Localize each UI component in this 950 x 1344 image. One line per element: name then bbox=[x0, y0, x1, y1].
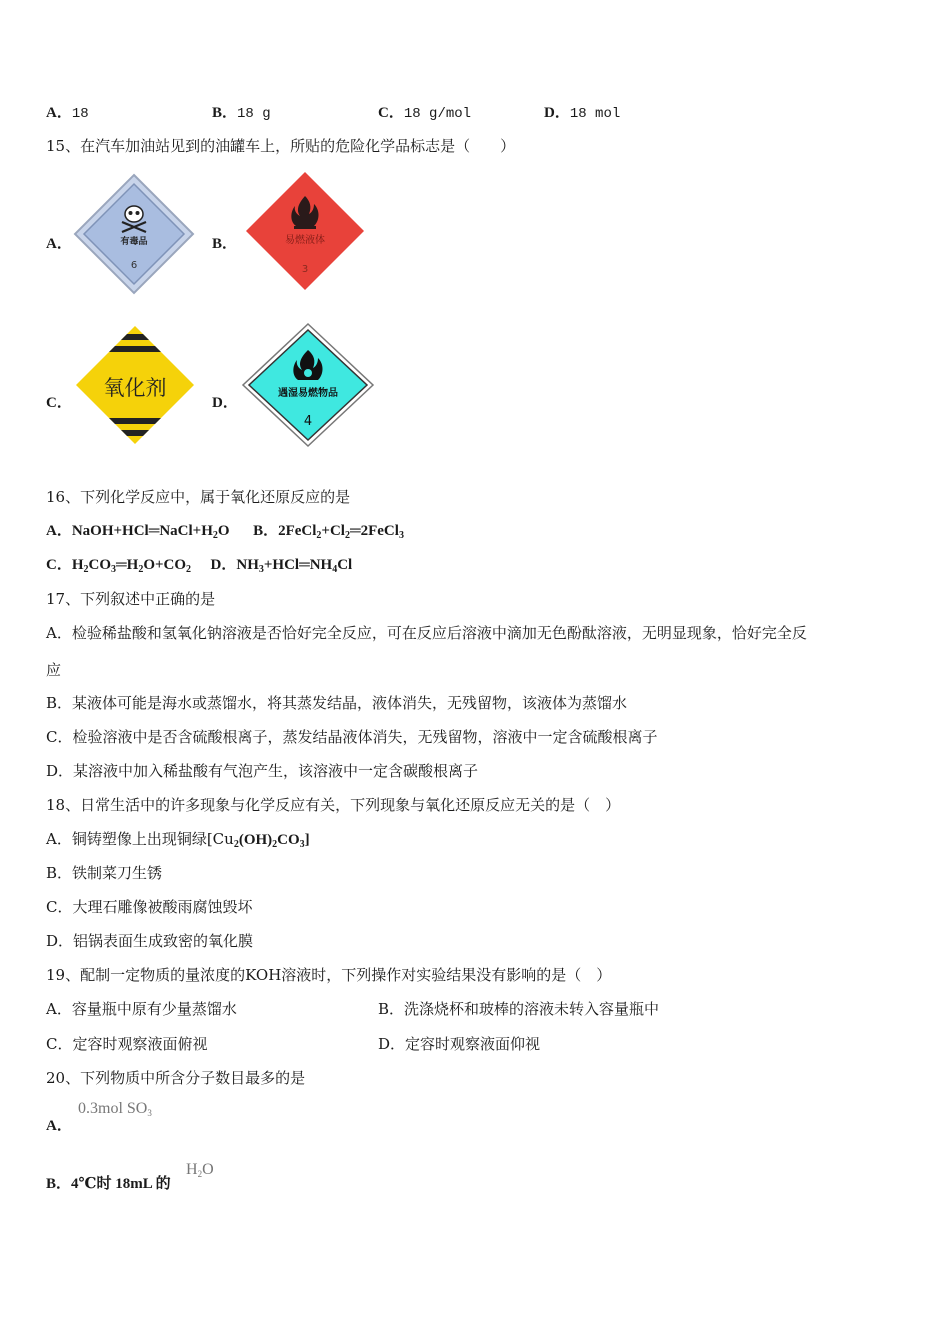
q19-stem: 19、配制一定物质的量浓度的KOH溶液时，下列操作对实验结果没有影响的是（ ） bbox=[46, 966, 612, 984]
q15-label-b[interactable]: B． bbox=[212, 236, 238, 252]
option-letter: C． bbox=[378, 105, 404, 121]
q14-option-c[interactable] bbox=[378, 102, 471, 124]
q17-option-b[interactable]: B．某液体可能是海水或蒸馏水，将其蒸发结晶，液体消失，无残留物，该液体为蒸馏水 bbox=[46, 694, 628, 712]
q20-label-a[interactable]: A． bbox=[46, 1118, 72, 1134]
q17-option-a-cont: 应 bbox=[46, 661, 62, 679]
q19-option-d[interactable]: D．定容时观察液面仰视 bbox=[378, 1035, 541, 1053]
q15-label-a[interactable]: A． bbox=[46, 236, 72, 252]
formula-part: O bbox=[202, 1161, 214, 1178]
formula-part: +Cl bbox=[321, 523, 345, 539]
formula-part: NH bbox=[236, 557, 259, 573]
formula-sub: 3 bbox=[147, 1108, 152, 1118]
dangerous-when-wet-sign[interactable] bbox=[240, 322, 376, 448]
q17-option-d[interactable]: D．某溶液中加入稀盐酸有气泡产生，该溶液中一定含碳酸根离子 bbox=[46, 762, 479, 780]
q16-option-c[interactable] bbox=[46, 557, 191, 573]
q14-option-a[interactable] bbox=[46, 102, 89, 124]
formula-part: H bbox=[71, 557, 84, 573]
sign-label: 遇湿易燃物品 bbox=[278, 388, 338, 399]
q17-stem: 17、下列叙述中正确的是 bbox=[46, 590, 216, 608]
q14-option-d[interactable] bbox=[544, 102, 620, 124]
formula-sub: 2 bbox=[316, 530, 322, 541]
formula-sub: 2 bbox=[212, 530, 218, 541]
option-text: A．铜铸塑像上出现铜绿[Cu bbox=[46, 830, 234, 848]
option-text: 18 g bbox=[237, 106, 271, 122]
flammable-liquid-sign[interactable] bbox=[244, 170, 366, 292]
option-letter: D． bbox=[544, 105, 570, 121]
q16-option-a[interactable] bbox=[46, 523, 230, 539]
formula-part: O+CO bbox=[143, 557, 187, 573]
formula-sub: 4 bbox=[332, 564, 338, 575]
option-text: 18 bbox=[71, 106, 89, 122]
q17-option-c[interactable]: C．检验溶液中是否含硫酸根离子，蒸发结晶液体消失，无残留物，溶液中一定含硫酸根离子 bbox=[46, 728, 658, 746]
formula-part: CO bbox=[88, 557, 112, 573]
option-letter: D． bbox=[210, 557, 237, 573]
q15-stem: 15、在汽车加油站见到的油罐车上，所贴的危险化学品标志是（ ） bbox=[46, 137, 516, 155]
q20-option-b[interactable] bbox=[46, 1173, 171, 1194]
q18-option-d[interactable]: D．铝锅表面生成致密的氧化膜 bbox=[46, 932, 254, 950]
q20-stem: 20、下列物质中所含分子数目最多的是 bbox=[46, 1069, 306, 1087]
formula-part: (OH) bbox=[238, 832, 273, 848]
sign-label: 易燃液体 bbox=[285, 235, 325, 246]
q20-option-b-formula bbox=[186, 1161, 214, 1179]
formula-part: +HCl═NH bbox=[263, 557, 333, 573]
q17-option-a[interactable]: A．检验稀盐酸和氢氧化钠溶液是否恰好完全反应，可在反应后溶液中滴加无色酚酞溶液，无明显现象，恰好完全反 bbox=[46, 624, 807, 642]
formula-sub: 2 bbox=[197, 1169, 203, 1179]
q20-option-a-formula[interactable] bbox=[78, 1100, 152, 1118]
option-letter: B． bbox=[253, 523, 279, 539]
formula-sub: 3 bbox=[258, 564, 264, 575]
formula-sub: 2 bbox=[83, 564, 89, 575]
formula-sub: 3 bbox=[299, 839, 305, 850]
formula-part: ] bbox=[304, 832, 310, 848]
q18-option-b[interactable]: B．铁制菜刀生锈 bbox=[46, 864, 163, 882]
sign-number: 4 bbox=[303, 414, 313, 429]
q16-options-cd bbox=[46, 555, 352, 575]
q18-option-a[interactable] bbox=[46, 829, 310, 850]
option-letter: B． bbox=[212, 105, 238, 121]
formula-sub: 2 bbox=[344, 530, 350, 541]
formula-part: O bbox=[217, 523, 230, 539]
q16-options-ab bbox=[46, 521, 404, 541]
q15-label-c[interactable]: C． bbox=[46, 395, 72, 411]
formula-part: 2FeCl bbox=[278, 523, 317, 539]
formula-sub: 3 bbox=[398, 530, 404, 541]
option-letter: C． bbox=[46, 557, 72, 573]
q19-option-a[interactable]: A．容量瓶中原有少量蒸馏水 bbox=[46, 1000, 237, 1018]
q16-stem: 16、下列化学反应中，属于氧化还原反应的是 bbox=[46, 488, 351, 506]
option-text: 18 g/mol bbox=[403, 106, 472, 122]
formula-sub: 2 bbox=[233, 839, 239, 850]
formula-sub: 2 bbox=[138, 564, 144, 575]
formula-sub: 3 bbox=[111, 564, 117, 575]
option-text: B．4℃时 18mL 的 bbox=[46, 1176, 171, 1192]
sign-number: 6 bbox=[130, 260, 138, 271]
formula-part: Cl bbox=[337, 557, 353, 573]
q14-option-b[interactable] bbox=[212, 102, 271, 124]
option-text: 18 mol bbox=[569, 106, 621, 122]
q19-option-b[interactable]: B．洗涤烧杯和玻棒的溶液未转入容量瓶中 bbox=[378, 1000, 660, 1018]
q18-stem: 18、日常生活中的许多现象与化学反应有关，下列现象与氧化还原反应无关的是（ ） bbox=[46, 796, 621, 814]
formula-sub: 2 bbox=[186, 564, 192, 575]
q16-option-d[interactable] bbox=[211, 557, 353, 573]
formula-part: NaOH+HCl═NaCl+H bbox=[71, 523, 213, 539]
sign-label: 有毒品 bbox=[120, 237, 148, 247]
formula-part: CO bbox=[277, 832, 300, 848]
sign-label: 氧化剂 bbox=[103, 376, 167, 400]
sign-number: 3 bbox=[301, 264, 309, 275]
formula-part: ═H bbox=[116, 557, 139, 573]
q15-label-d[interactable]: D． bbox=[212, 395, 238, 411]
q16-option-b[interactable] bbox=[253, 523, 404, 539]
q18-option-c[interactable]: C．大理石雕像被酸雨腐蚀毁坏 bbox=[46, 898, 253, 916]
option-letter: A． bbox=[46, 105, 72, 121]
toxic-sign[interactable] bbox=[72, 172, 196, 296]
formula-part: 0.3mol SO bbox=[78, 1100, 148, 1117]
q19-option-c[interactable]: C．定容时观察液面俯视 bbox=[46, 1035, 208, 1053]
oxidizer-sign[interactable] bbox=[74, 324, 196, 446]
formula-part: H bbox=[186, 1161, 198, 1178]
formula-part: ═2FeCl bbox=[349, 523, 399, 539]
formula-sub: 2 bbox=[272, 839, 278, 850]
option-letter: A． bbox=[46, 523, 72, 539]
